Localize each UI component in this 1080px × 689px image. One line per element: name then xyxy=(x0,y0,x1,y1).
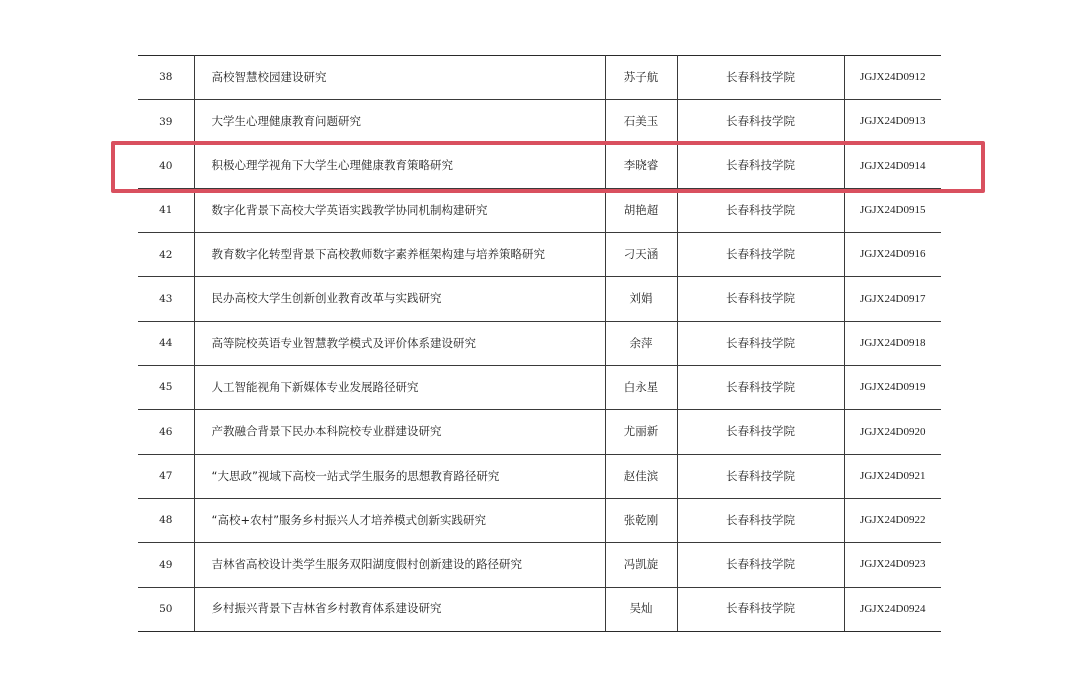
institution: 长春科技学院 xyxy=(677,498,844,542)
project-leader: 白永星 xyxy=(605,366,677,410)
project-title: “高校+农村”服务乡村振兴人才培养模式创新实践研究 xyxy=(194,498,605,542)
institution: 长春科技学院 xyxy=(677,587,844,631)
project-leader: 刘娟 xyxy=(605,277,677,321)
project-title: “大思政”视域下高校一站式学生服务的思想教育路径研究 xyxy=(194,454,605,498)
project-table-container xyxy=(138,55,941,632)
project-code: JGJX24D0913 xyxy=(844,100,941,144)
project-leader: 冯凯旋 xyxy=(605,543,677,587)
row-number: 49 xyxy=(138,543,194,587)
institution: 长春科技学院 xyxy=(677,56,844,100)
project-code: JGJX24D0920 xyxy=(844,410,941,454)
row-number: 42 xyxy=(138,233,194,277)
row-number: 47 xyxy=(138,454,194,498)
project-title: 数字化背景下高校大学英语实践教学协同机制构建研究 xyxy=(194,188,605,232)
project-leader: 石美玉 xyxy=(605,100,677,144)
row-number: 39 xyxy=(138,100,194,144)
project-code: JGJX24D0919 xyxy=(844,366,941,410)
project-title: 产教融合背景下民办本科院校专业群建设研究 xyxy=(194,410,605,454)
project-code: JGJX24D0921 xyxy=(844,454,941,498)
project-code: JGJX24D0924 xyxy=(844,587,941,631)
project-code: JGJX24D0922 xyxy=(844,498,941,542)
table-row xyxy=(138,233,941,277)
project-leader: 李晓睿 xyxy=(605,144,677,188)
institution: 长春科技学院 xyxy=(677,454,844,498)
table-row xyxy=(138,410,941,454)
project-title: 大学生心理健康教育问题研究 xyxy=(194,100,605,144)
table-row xyxy=(138,498,941,542)
row-number: 50 xyxy=(138,587,194,631)
institution: 长春科技学院 xyxy=(677,321,844,365)
row-number: 43 xyxy=(138,277,194,321)
institution: 长春科技学院 xyxy=(677,233,844,277)
row-number: 40 xyxy=(138,144,194,188)
project-leader: 胡艳超 xyxy=(605,188,677,232)
project-leader: 余萍 xyxy=(605,321,677,365)
project-title: 吉林省高校设计类学生服务双阳湖度假村创新建设的路径研究 xyxy=(194,543,605,587)
project-code: JGJX24D0923 xyxy=(844,543,941,587)
table-row xyxy=(138,587,941,631)
institution: 长春科技学院 xyxy=(677,100,844,144)
institution: 长春科技学院 xyxy=(677,188,844,232)
row-number: 46 xyxy=(138,410,194,454)
table-row xyxy=(138,366,941,410)
project-leader: 张乾刚 xyxy=(605,498,677,542)
project-code: JGJX24D0914 xyxy=(844,144,941,188)
table-row xyxy=(138,454,941,498)
project-leader: 吴灿 xyxy=(605,587,677,631)
table-row xyxy=(138,277,941,321)
table-row xyxy=(138,56,941,100)
institution: 长春科技学院 xyxy=(677,543,844,587)
row-number: 38 xyxy=(138,56,194,100)
project-leader: 尤丽新 xyxy=(605,410,677,454)
project-code: JGJX24D0918 xyxy=(844,321,941,365)
table-row xyxy=(138,543,941,587)
institution: 长春科技学院 xyxy=(677,366,844,410)
table-row xyxy=(138,188,941,232)
project-title: 积极心理学视角下大学生心理健康教育策略研究 xyxy=(194,144,605,188)
project-leader: 刁天涵 xyxy=(605,233,677,277)
institution: 长春科技学院 xyxy=(677,277,844,321)
project-title: 民办高校大学生创新创业教育改革与实践研究 xyxy=(194,277,605,321)
project-title: 高等院校英语专业智慧教学模式及评价体系建设研究 xyxy=(194,321,605,365)
project-title: 高校智慧校园建设研究 xyxy=(194,56,605,100)
institution: 长春科技学院 xyxy=(677,410,844,454)
row-number: 45 xyxy=(138,366,194,410)
project-code: JGJX24D0915 xyxy=(844,188,941,232)
project-title: 乡村振兴背景下吉林省乡村教育体系建设研究 xyxy=(194,587,605,631)
row-number: 44 xyxy=(138,321,194,365)
table-row-highlighted xyxy=(138,144,941,188)
project-title: 人工智能视角下新媒体专业发展路径研究 xyxy=(194,366,605,410)
table-row xyxy=(138,321,941,365)
project-leader: 赵佳滨 xyxy=(605,454,677,498)
project-code: JGJX24D0912 xyxy=(844,56,941,100)
project-code: JGJX24D0917 xyxy=(844,277,941,321)
project-leader: 苏子航 xyxy=(605,56,677,100)
institution: 长春科技学院 xyxy=(677,144,844,188)
table-row xyxy=(138,100,941,144)
project-list-table xyxy=(138,55,941,632)
project-code: JGJX24D0916 xyxy=(844,233,941,277)
project-title: 教育数字化转型背景下高校教师数字素养框架构建与培养策略研究 xyxy=(194,233,605,277)
row-number: 41 xyxy=(138,188,194,232)
row-number: 48 xyxy=(138,498,194,542)
